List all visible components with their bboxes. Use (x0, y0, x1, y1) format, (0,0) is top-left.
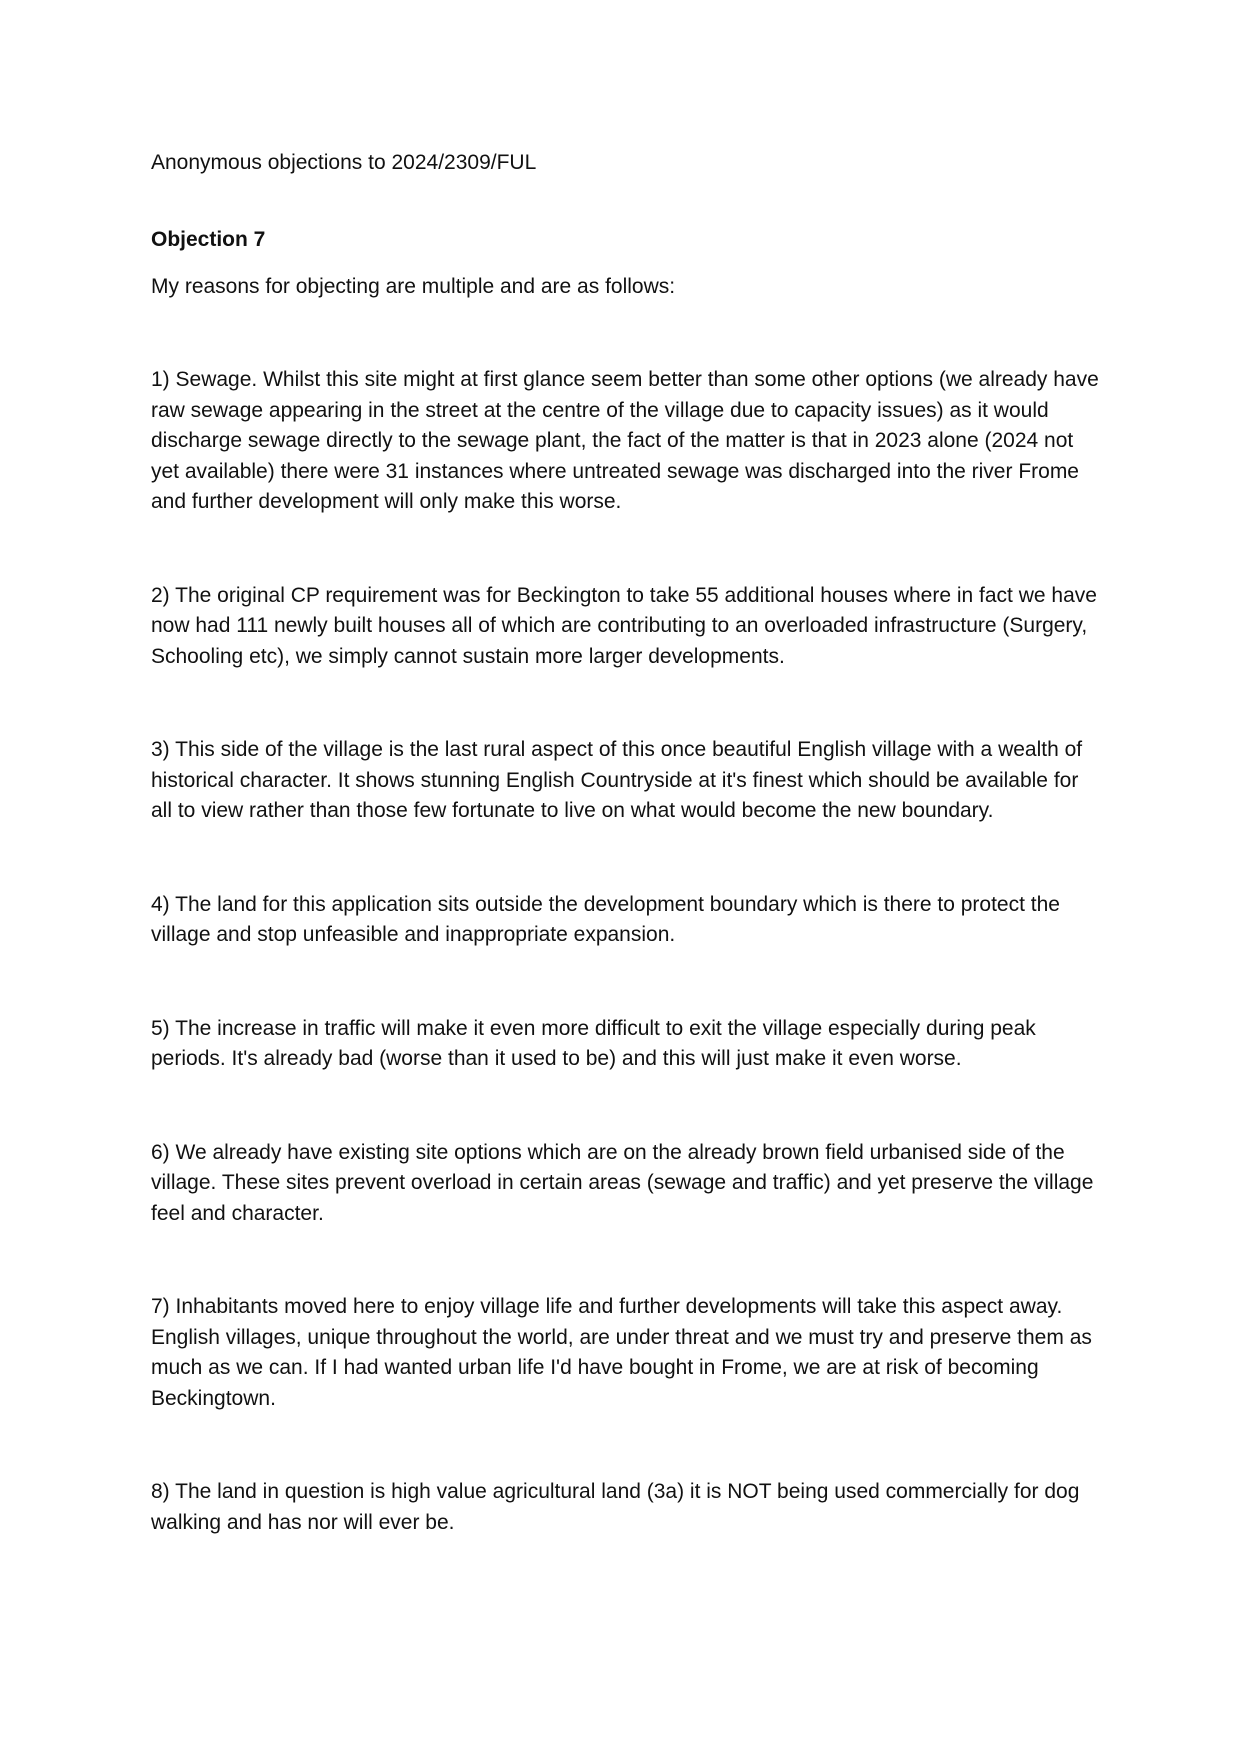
objection-points-list (151, 365, 1101, 1538)
objection-point-4: 4) The land for this application sits outside the development boundary which is there to protect the village and stop unfeasible and inappropriate expansion. (151, 892, 1060, 946)
objection-point-8: 8) The land in question is high value agricultural land (3a) it is NOT being used commercially for dog walking and has nor will ever be. (151, 1480, 1080, 1534)
objection-point-2: 2) The original CP requirement was for Beckington to take 55 additional houses where in fact we have now had 111 newly built houses all of which are contributing to an overloaded infrastructure (Surgery, Schooling etc), we simply cannot sustain more larger developments. (151, 583, 1097, 668)
document-page (151, 148, 1101, 1538)
objection-point-6: 6) We already have existing site options which are on the already brown field urbanised side of the village. These sites prevent overload in certain areas (sewage and traffic) and yet preserve the village feel and character. (151, 1140, 1094, 1225)
objection-heading: Objection 7 (151, 228, 266, 251)
intro-text: My reasons for objecting are multiple and are as follows: (151, 275, 676, 298)
objection-point-5: 5) The increase in traffic will make it even more difficult to exit the village especially during peak periods. It's already bad (worse than it used to be) and this will just make it even worse. (151, 1016, 1036, 1070)
document-title: Anonymous objections to 2024/2309/FUL (151, 151, 537, 174)
objection-point-1: 1) Sewage. Whilst this site might at first glance seem better than some other options (we already have raw sewage appearing in the street at the centre of the village due to capacity issues) as it would discharge sewage directly to the sewage plant, the fact of the matter is that in 2023 alone (2024 not yet available) there were 31 instances where untreated sewage was discharged into the river Frome and further development will only make this worse. (151, 368, 1099, 513)
objection-point-3: 3) This side of the village is the last rural aspect of this once beautiful English village with a wealth of historical character. It shows stunning English Countryside at it's finest which should be available for all to view rather than those few fortunate to live on what would become the new boundary. (151, 738, 1083, 822)
objection-point-7: 7) Inhabitants moved here to enjoy village life and further developments will take this aspect away. English villages, unique throughout the world, are under threat and we must try and preserve them as much as we can. If I had wanted urban life I'd have bought in Frome, we are at risk of becoming Beckingtown. (151, 1295, 1092, 1410)
